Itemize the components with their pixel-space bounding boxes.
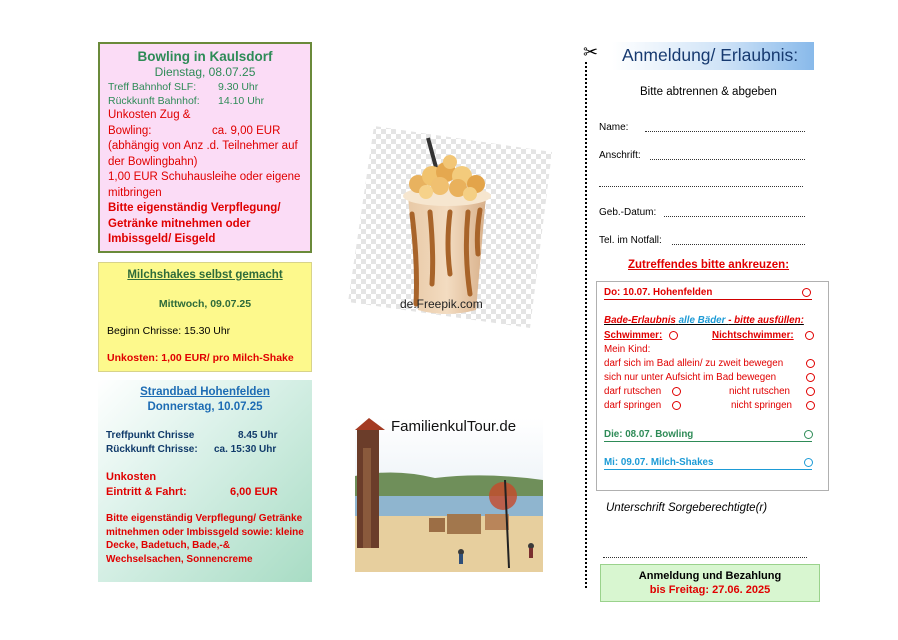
strandbad-meet-time: 8.45 Uhr [238, 430, 278, 441]
may-slide-radio[interactable] [672, 387, 681, 396]
option-hohenfelden-radio[interactable] [802, 288, 811, 297]
bowling-meet-time: 9.30 Uhr [218, 81, 259, 93]
emergency-phone-label: Tel. im Notfall: [599, 235, 662, 246]
strandbad-return-label: Rückkunft Chrisse: [106, 443, 198, 455]
option-shakes-underline [604, 469, 812, 470]
bowling-box [98, 42, 312, 253]
name-field-label: Name: [599, 122, 629, 133]
bowling-bold-note: Bitte eigenständig Verpflegung/ Getränke mitnehmen oder Imbissgeld/ Eisgeld [108, 202, 281, 245]
alone-label: darf sich im Bad allein/ zu zweit bewegen [604, 358, 784, 369]
strandbad-cost-row [106, 485, 304, 500]
milkshake-credit: de.Freepik.com [400, 297, 483, 311]
beach-image-label: FamilienkulTour.de [391, 418, 517, 435]
bowling-cost-value: ca. 9,00 EUR [212, 124, 281, 137]
milkshakes-box [98, 262, 312, 372]
milkshakes-start: Beginn Chrisse: 15.30 Uhr [107, 325, 231, 337]
nonswimmer-label: Nichtschwimmer: [712, 330, 794, 341]
strandbad-cost-title: Unkosten [106, 471, 157, 483]
signature-field[interactable] [603, 557, 807, 558]
no-slide-radio[interactable] [806, 387, 815, 396]
bowling-meet-label: Treff Bahnhof SLF: [108, 81, 197, 93]
cut-line [585, 62, 587, 588]
may-jump-label: darf springen [604, 400, 662, 411]
scissors-icon: ✂ [583, 42, 599, 62]
bade-erlaubnis-fill-in: - bitte ausfüllen: [728, 315, 804, 326]
bowling-title: Bowling in Kaulsdorf [137, 49, 273, 64]
bowling-cost-line1: Unkosten Zug & [108, 109, 191, 121]
milkshakes-cost: Unkosten: 1,00 EUR/ pro Milch-Shake [107, 352, 294, 364]
milkshakes-date: Mittwoch, 09.07.25 [158, 298, 252, 310]
bowling-cost-note: (abhängig von Anz .d. Teilnehmer auf der Bowlingbahn) [108, 140, 298, 168]
strandbad-return-row [106, 443, 304, 457]
deadline-date: bis Freitag: 27.06. 2025 [649, 584, 771, 596]
option-bowling-label: Die: 08.07. Bowling [604, 429, 694, 440]
strandbad-meet-label: Treffpunkt Chrisse [106, 430, 195, 441]
milkshakes-title: Milchshakes selbst gemacht [127, 269, 283, 281]
nonswimmer-radio[interactable] [805, 331, 814, 340]
strandbad-return-time: ca. 15:30 Uhr [214, 443, 277, 455]
option-shakes-label: Mi: 09.07. Milch-Shakes [604, 457, 714, 468]
supervised-label: sich nur unter Aufsicht im Bad bewegen [604, 372, 777, 383]
bowling-meet-row [108, 80, 302, 94]
address-field-line2[interactable] [599, 186, 803, 187]
no-jump-label: nicht springen [731, 400, 792, 411]
swimmer-label: Schwimmer: [604, 330, 663, 341]
my-child-label: Mein Kind: [604, 344, 651, 355]
beach-playground-image [355, 418, 543, 572]
strandbad-box [98, 380, 312, 582]
strandbad-meet-row [106, 429, 304, 443]
birthdate-field[interactable] [664, 216, 805, 217]
deadline-title: Anmeldung und Bezahlung [638, 570, 782, 582]
bowling-shoe-note: 1,00 EUR Schuhausleihe oder eigene mitbringen [108, 171, 301, 199]
no-jump-radio[interactable] [806, 401, 815, 410]
check-heading: Zutreffendes bitte ankreuzen: [628, 259, 790, 271]
birthdate-field-label: Geb.-Datum: [599, 207, 657, 218]
bowling-cost-row [108, 124, 302, 140]
strandbad-note: Bitte eigenständig Verpflegung/ Getränke mitnehmen oder Imbissgeld sowie: kleine Decke, Badetuch, Bade,-& Wechselsachen, Sonnencreme [106, 513, 304, 565]
option-bowling-radio[interactable] [804, 430, 813, 439]
bowling-cost-label: Bowling: [108, 124, 152, 137]
bowling-return-time: 14.10 Uhr [218, 95, 265, 107]
bade-erlaubnis-all-pools: alle Bäder [678, 315, 726, 326]
option-hohenfelden-label: Do: 10.07. Hohenfelden [604, 287, 713, 298]
strandbad-cost-value: 6,00 EUR [230, 486, 278, 498]
signature-label: Unterschrift Sorgeberechtigte(r) [606, 502, 768, 514]
address-field[interactable] [650, 159, 805, 160]
bowling-date: Dienstag, 08.07.25 [154, 65, 256, 79]
bade-erlaubnis-header [604, 315, 804, 327]
option-shakes-radio[interactable] [804, 458, 813, 467]
bade-erlaubnis-label: Bade-Erlaubnis [604, 315, 676, 326]
form-title: Anmeldung/ Erlaubnis: [622, 45, 799, 65]
may-slide-label: darf rutschen [604, 386, 662, 397]
option-hohenfelden-underline [604, 299, 812, 300]
may-jump-radio[interactable] [672, 401, 681, 410]
option-bowling-underline [604, 441, 812, 442]
address-field-label: Anschrift: [599, 150, 641, 161]
name-field[interactable] [645, 131, 805, 132]
strandbad-title: Strandbad Hohenfelden [140, 386, 270, 398]
bowling-return-row [108, 94, 302, 108]
alone-radio[interactable] [806, 359, 815, 368]
swimmer-radio[interactable] [669, 331, 678, 340]
emergency-phone-field[interactable] [672, 244, 805, 245]
bowling-return-label: Rückkunft Bahnhof: [108, 95, 200, 107]
strandbad-date: Donnerstag, 10.07.25 [147, 401, 263, 413]
deadline-box [600, 564, 820, 602]
supervised-radio[interactable] [806, 373, 815, 382]
form-subtitle: Bitte abtrennen & abgeben [640, 86, 777, 98]
strandbad-cost-label: Eintritt & Fahrt: [106, 486, 187, 498]
no-slide-label: nicht rutschen [729, 386, 790, 397]
